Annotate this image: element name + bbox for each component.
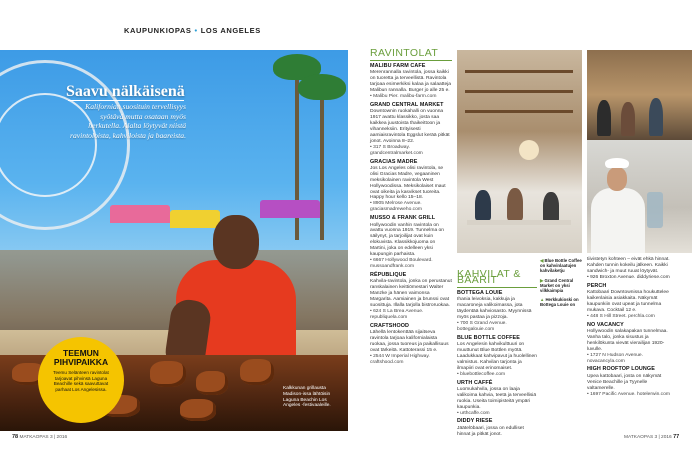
entry-name: CRAFTSHOOD (370, 322, 410, 329)
photo-captions-sidebar (540, 258, 582, 312)
entry-address: • 317 S Broadway. grandcentralmarket.com (370, 144, 423, 156)
shelf (465, 110, 573, 113)
cafe-photo (457, 50, 582, 253)
cafes-column (457, 268, 537, 441)
badge-title: TEEMUN PIHVIPAIKKA (53, 348, 109, 367)
chef-coat (591, 188, 645, 253)
chef-hat (605, 158, 629, 168)
shelf (465, 90, 573, 93)
folio-right (624, 434, 679, 440)
entry-name: RÉPUBLIQUE (370, 271, 407, 278)
folio-text: MATKAOPAS 3 | 2016 (624, 435, 672, 440)
entry-body: Kahvila-ravintola, jonka on perustanut ranskalainen keittiömestari Walter Manzke ja hänen vaimonsa Margarita. Aamiainen ja brunssi ovat suosittuja. Illalla tarjolla bistroruokaa. (370, 279, 452, 308)
folio-text: MATKAOPAS 3 | 2016 (19, 435, 68, 440)
bars-column (587, 257, 675, 400)
arrow-icon: ▲ (540, 297, 546, 303)
shopper (597, 100, 611, 136)
list-item (587, 367, 675, 397)
customer (543, 192, 559, 222)
city-label: LOS ANGELES (200, 26, 261, 35)
photo-title: Saavu nälkäisenä (66, 83, 185, 100)
chef-face (607, 167, 627, 191)
list-item (457, 381, 537, 417)
entry-name: BOTTEGA LOUIE (457, 289, 503, 296)
entry-name: MUSSO & FRANK GRILL (370, 215, 436, 222)
section-title-cafes: KAHVILAT & BAARIT (457, 272, 537, 288)
entry-name: URTH CAFFÉ (457, 379, 493, 386)
photo-caption: Kalkkunan grillausta Madison-issa lähtöisin Laguna Beachin Los Angeles -festivaaleille. (283, 386, 331, 409)
entry-body: Hollywoodin vanhin ravintola on avattu vuonna 1919. Tunnelma on säilynyt, ja tarjoilijat ovat kuin elokuvista. Klassikkojuoma on Martini, joka on edelleen yksi kaupungin parhaista. (370, 222, 444, 258)
tip-badge (38, 337, 124, 423)
badge-text: Teemu Selänteen ravintolat tarjoavat pihvinsä Laguna Beachille sekä saavuttavat parhaat Los Angelesissa. (53, 370, 109, 392)
list-item (587, 257, 675, 281)
page-number: 77 (673, 434, 680, 440)
entry-body: Downtownin ruokahalli on vuonna 1917 avattu klassikko, josta saa kaikkea juustoista thaikeittoon ja vihanneksiin. Erityisesti aamiaisravintola Eggslut kerää pitkät jonot. Avoinna 8–22. (370, 109, 450, 144)
entry-body: Luomukahvila, jossa on laaja valikoima kahvia, teetä ja terveellisiä ruokia. Useita toimipisteitä ympäri kaupunkia. (457, 386, 537, 410)
list-item (457, 336, 537, 378)
turkey-leg (240, 359, 274, 385)
turkey-leg (150, 361, 186, 387)
sidebar-caption: ▲ Herkkukioski on Bottega Louie on (540, 297, 579, 308)
bullet-separator: • (194, 26, 198, 35)
entry-body: Lähellä lentokenttää sijaitseva ravintola tarjoaa kalifornialaista ruokaa, jossa tuoreus ja paikallisuus ovat tärkeitä. Kattoterassi 15 e. (370, 329, 449, 353)
entry-name: DIDDY RIESE (457, 418, 493, 425)
sidebar-caption: ◀ Blue Bottle Coffee on kahvinlaatujen kahvilaketju (540, 258, 582, 274)
list-item (370, 103, 452, 157)
shopper (649, 98, 663, 136)
photo-lede: Kalifornian suosituin tervellisyys syötävä mutta osataan myös herkutella. Alalta löytyvät niistä ravintoloista, kahviloista ja baareista. (70, 102, 186, 140)
entry-body: Upea kattobaari, josta on näkymät Venice Beachille ja Tyynelle valtamerelle. (587, 373, 662, 391)
section-label: KAUPUNKIOPAS (124, 26, 192, 35)
entry-address: • 926 Broxton Avenue. diddyriese.com (587, 274, 670, 280)
shelf (465, 70, 573, 73)
palm-tree (320, 90, 324, 240)
entry-body: tiivistetyn kohteen – eivät ehkä hinnat. Kahden tunnin kokeilu jälkeen. Kaikki sandwich- ja muut ruuat löytyvät. (587, 257, 670, 274)
cafe-table (467, 220, 571, 225)
entry-address: • Malibu Pier. malibu-farm.com (370, 93, 437, 99)
shopper (621, 102, 635, 136)
customer (475, 190, 491, 220)
list-item (370, 64, 452, 100)
chef-photo (587, 140, 692, 253)
list-item (587, 284, 675, 320)
entry-body: Jos Los Angeles olisi ravintola, se olisi Gracias Madre, vegaaninen meksikolainen ravintola West Hollywoodissa. Meksikolaiset maut ovat oikeita ja kasvikset tuoreita. Happy hour kello 15–18. (370, 165, 446, 201)
turkey-leg (196, 371, 228, 395)
arrow-icon: ▶ (540, 277, 545, 283)
list-item (370, 324, 452, 366)
list-item (370, 216, 452, 270)
entry-name: HIGH ROOFTOP LOUNGE (587, 366, 655, 373)
fair-tent (170, 210, 220, 228)
entry-address: • 6667 Hollywood Boulevard. mussoandfrank.com (370, 258, 433, 269)
fair-tent (110, 205, 170, 223)
entry-address: • urthcaffe.com (457, 410, 490, 416)
list-item (370, 160, 452, 214)
market-photo (587, 50, 692, 140)
entry-address: • 1697 Pacific Avenue. hotelerwin.com (587, 391, 670, 397)
list-item (457, 291, 537, 333)
blender (647, 192, 663, 228)
entry-name: MALIBU FARM CAFE (370, 62, 426, 69)
entry-body: Hollywoodin salakapakan tunnelmaa. Vanha talo, jonka sisustus ja henkilökunta vievät vierailijan 1920-luvulle. (587, 328, 668, 352)
entry-address: • 8905 Melrose Avenue. graciasmadreweho.com (370, 201, 422, 213)
sidebar-caption: ▶ Grand Central Market on yksi vilkkaimpia (540, 277, 574, 294)
entry-body: Ihania leivoksia, kakkuja ja macaroneja valikoimassa, jota täydentää kahviosasto. Myynnissä myös pastaa ja pizzoja. (457, 297, 532, 320)
list-item (457, 419, 537, 437)
page-header (124, 26, 261, 35)
list-item (370, 273, 452, 321)
vendor-head (213, 215, 259, 269)
restaurants-column (370, 47, 452, 368)
entry-name: GRAND CENTRAL MARKET (370, 101, 444, 108)
entry-address: • 700 S Grand Avenue. bottegalouie.com (457, 320, 507, 332)
turkey-leg (180, 399, 216, 421)
page-number: 78 (12, 434, 19, 440)
customer (507, 188, 523, 220)
folio-left (12, 434, 67, 440)
entry-address: • 1727 N Hudson Avenue. novacancyla.com (587, 352, 644, 364)
list-item (587, 323, 675, 365)
entry-body: Jäätelöbaari, jossa on edulliset hinnat ja pitkät jonot. (457, 425, 524, 437)
arrow-icon: ◀ (540, 258, 545, 263)
entry-address: • 624 S La Brea Avenue. republiquela.com (370, 308, 424, 320)
entry-body: Los Angelesin kahvikulttuuri on muuttunut Blue Bottlen myötä. Laadukkaat kahvipavut ja huolellinen valmistus. Kahvilan tarjonta ja ilmapiiri ovat erinomaiset. (457, 342, 537, 371)
section-title-restaurants: RAVINTOLAT (370, 51, 452, 61)
fair-tent (260, 200, 320, 218)
entry-body: Merenrannalla ravintola, jossa kaikki on tuoretta ja terveellistä. Ravintola tarjoaa esimerkiksi kalaa ja salaatteja Malibun rannalla. Burger jo alle 25 e. (370, 70, 452, 94)
entry-name: PERCH (587, 282, 607, 289)
entry-address: • 448 S Hill Street. perchla.com (587, 313, 655, 319)
entry-address: • 2544 W Imperial Highway. craftshood.com (370, 353, 430, 365)
entry-name: BLUE BOTTLE COFFEE (457, 334, 520, 341)
entry-body: Kattobaari Downtownissa houkuttelee kaikenlaisia asiakkaita. Näkymät kaupunkiin ovat upeat ja tunnelma mukava. Cocktail 12 e. (587, 290, 669, 313)
entry-name: NO VACANCY (587, 321, 624, 328)
entry-name: GRACIAS MADRE (370, 158, 418, 165)
entry-address: • bluebottlecoffee.com (457, 371, 506, 377)
lamp (519, 140, 539, 160)
